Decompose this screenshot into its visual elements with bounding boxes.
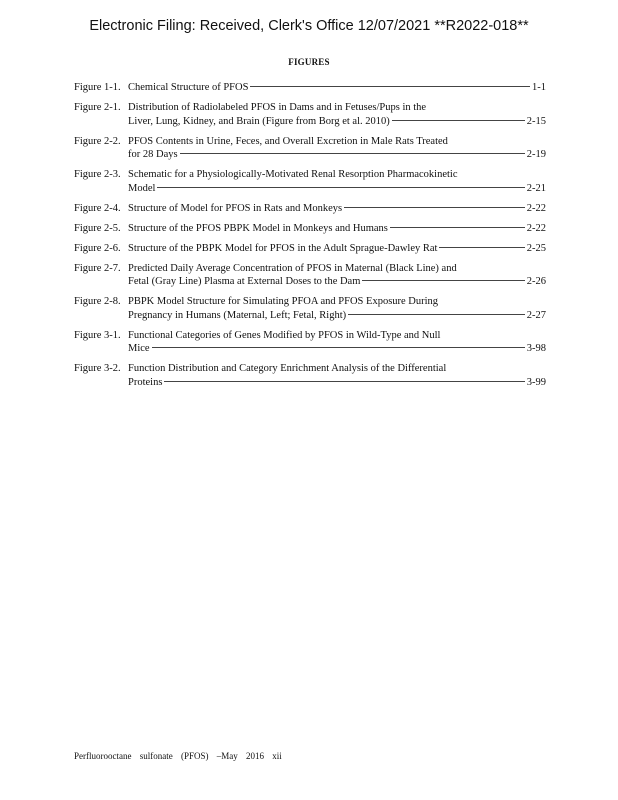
dot-leader xyxy=(439,247,524,248)
caption-line: Model xyxy=(128,182,156,194)
figure-entry[interactable] xyxy=(74,202,546,216)
dot-leader xyxy=(362,280,524,281)
page-number: 2-15 xyxy=(526,115,546,127)
figure-caption xyxy=(128,295,546,322)
caption-line: Chemical Structure of PFOS xyxy=(128,82,249,93)
figure-entry[interactable] xyxy=(74,101,546,128)
caption-line: Structure of Model for PFOS in Rats and Monkeys xyxy=(128,202,343,214)
caption-line: Structure of the PBPK Model for PFOS in the Adult Sprague-Dawley Rat xyxy=(128,242,438,254)
figure-number: Figure 2-1. xyxy=(74,102,121,113)
figure-caption xyxy=(128,362,546,389)
figure-caption xyxy=(128,222,546,236)
figure-entry[interactable] xyxy=(74,222,546,236)
page-number: 2-19 xyxy=(526,149,546,160)
dot-leader xyxy=(152,347,525,348)
figure-caption xyxy=(128,81,546,95)
list-of-figures xyxy=(74,81,546,396)
figure-entry[interactable] xyxy=(74,362,546,389)
dot-leader xyxy=(250,86,530,87)
figure-caption xyxy=(128,202,546,216)
page-number: 3-99 xyxy=(526,376,546,388)
caption-line: Distribution of Radiolabeled PFOS in Dams and in Fetuses/Pups in the xyxy=(128,102,427,113)
figure-caption xyxy=(128,329,546,356)
figure-entry[interactable] xyxy=(74,135,546,162)
figure-number: Figure 2-4. xyxy=(74,202,121,214)
dot-leader xyxy=(157,187,524,188)
caption-line: PBPK Model Structure for Simulating PFOA and PFOS Exposure During xyxy=(128,296,439,307)
dot-leader xyxy=(390,227,525,228)
figure-caption xyxy=(128,262,546,289)
figure-number: Figure 2-8. xyxy=(74,296,121,307)
page-number: 1-1 xyxy=(532,82,546,93)
figure-caption xyxy=(128,135,546,162)
figure-number: Figure 3-2. xyxy=(74,363,121,374)
figure-caption xyxy=(128,242,546,256)
caption-line: Liver, Lung, Kidney, and Brain (Figure from Borg et al. 2010) xyxy=(128,115,390,127)
page-number: 2-21 xyxy=(526,182,546,194)
section-title: FIGURES xyxy=(288,57,330,67)
caption-line: Mice xyxy=(128,343,150,354)
figure-entry[interactable] xyxy=(74,168,546,195)
figure-caption xyxy=(128,168,546,195)
figure-entry[interactable] xyxy=(74,295,546,322)
caption-line: Pregnancy in Humans (Maternal, Left; Fetal, Right) xyxy=(128,309,347,321)
figure-entry[interactable] xyxy=(74,329,546,356)
figure-number: Figure 3-1. xyxy=(74,329,121,341)
page-footer: Perfluorooctane sulfonate (PFOS) –May 2016 xii xyxy=(74,751,282,761)
figure-number: Figure 2-2. xyxy=(74,135,121,147)
dot-leader xyxy=(344,207,525,208)
caption-line: Function Distribution and Category Enrichment Analysis of the Differential xyxy=(128,363,447,374)
page-number: 3-98 xyxy=(526,343,546,354)
figure-number: Figure 2-7. xyxy=(74,262,121,274)
caption-line: for 28 Days xyxy=(128,149,178,160)
caption-line: Predicted Daily Average Concentration of PFOS in Maternal (Black Line) and xyxy=(128,262,457,274)
figure-number: Figure 2-3. xyxy=(74,169,121,180)
caption-line: Structure of the PFOS PBPK Model in Monkeys and Humans xyxy=(128,222,388,234)
figure-entry[interactable] xyxy=(74,81,546,95)
dot-leader xyxy=(348,314,525,315)
figure-entry[interactable] xyxy=(74,262,546,289)
page-number: 2-22 xyxy=(526,222,546,234)
dot-leader xyxy=(164,381,524,382)
figure-number: Figure 1-1. xyxy=(74,82,121,93)
page-number: 2-27 xyxy=(526,309,546,321)
caption-line: Functional Categories of Genes Modified by PFOS in Wild-Type and Null xyxy=(128,329,441,341)
page-number: 2-25 xyxy=(526,242,546,254)
figure-number: Figure 2-6. xyxy=(74,242,121,254)
page-number: 2-26 xyxy=(526,276,546,287)
page-number: 2-22 xyxy=(526,202,546,214)
figure-entry[interactable] xyxy=(74,242,546,256)
caption-line: Schematic for a Physiologically-Motivated Renal Resorption Pharmacokinetic xyxy=(128,169,458,180)
dot-leader xyxy=(180,153,525,154)
caption-line: Fetal (Gray Line) Plasma at External Doses to the Dam xyxy=(128,276,361,287)
figure-caption xyxy=(128,101,546,128)
dot-leader xyxy=(392,120,525,121)
figure-number: Figure 2-5. xyxy=(74,222,121,234)
filing-stamp-header: Electronic Filing: Received, Clerk's Office 12/07/2021 **R2022-018** xyxy=(89,18,529,34)
caption-line: PFOS Contents in Urine, Feces, and Overall Excretion in Male Rats Treated xyxy=(128,135,448,147)
caption-line: Proteins xyxy=(128,376,163,388)
